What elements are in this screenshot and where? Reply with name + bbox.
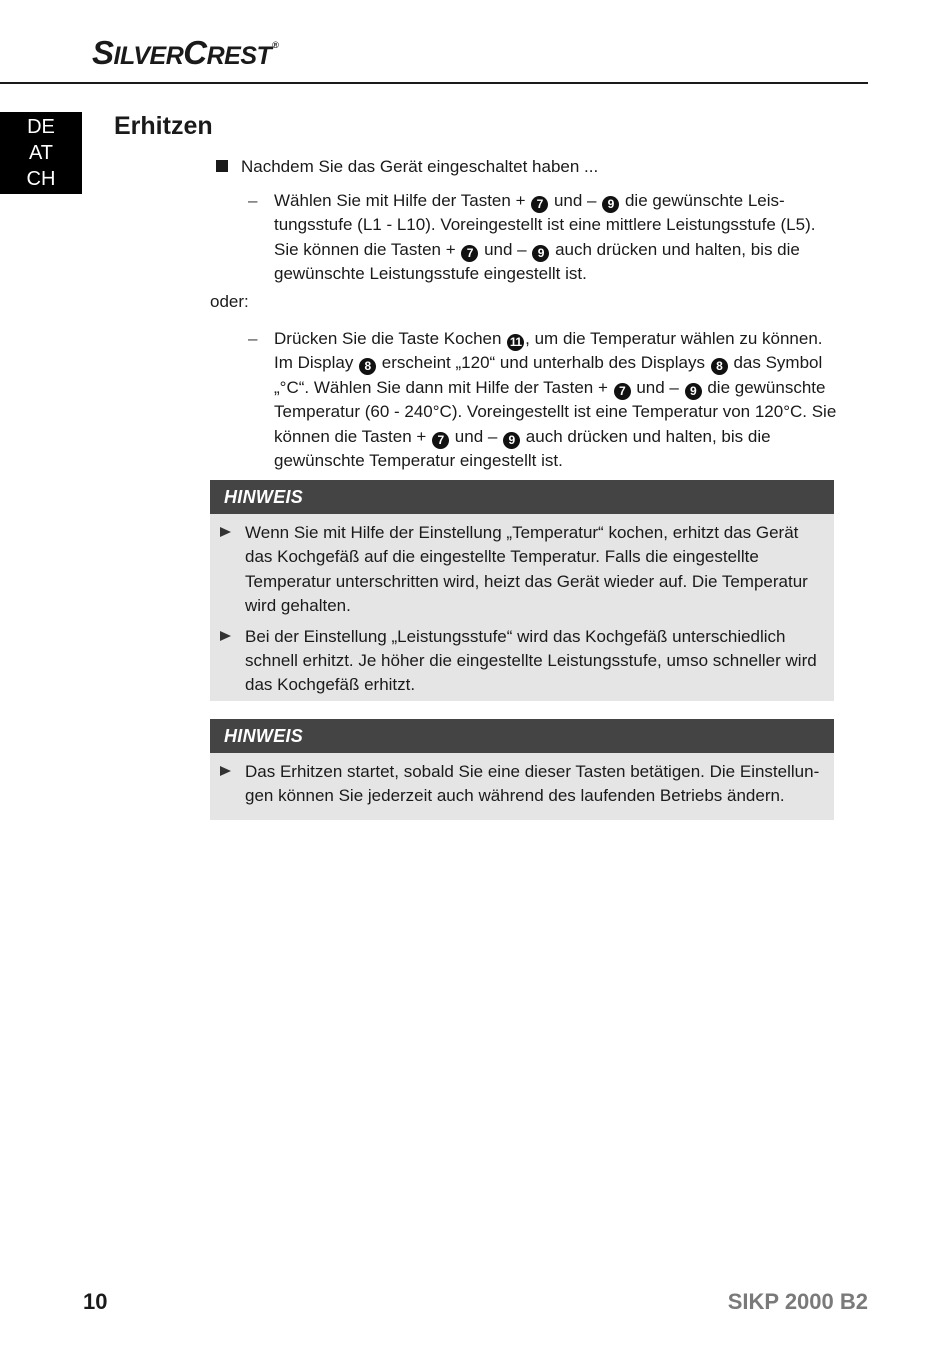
key-number-badge: 11 bbox=[507, 334, 524, 351]
key-number-badge: 7 bbox=[432, 432, 449, 449]
logo-text-rest: REST bbox=[206, 42, 272, 70]
lang-de: DE bbox=[27, 116, 55, 138]
note-item-text: Das Erhitzen startet, sobald Sie eine dieser Tasten betätigen. Die Einstellun-gen können Sie jederzeit auch während des laufenden Betriebs ändern. bbox=[245, 762, 820, 806]
logo-letter-s: S bbox=[92, 34, 114, 71]
note-title: HINWEIS bbox=[210, 480, 834, 514]
key-number-badge: 9 bbox=[685, 383, 702, 400]
text-run: Wählen Sie mit Hilfe der Tasten + bbox=[274, 191, 531, 210]
dash-bullet: – bbox=[248, 329, 258, 348]
key-number-badge: 9 bbox=[503, 432, 520, 449]
intro-line bbox=[216, 155, 598, 179]
key-number-badge: 8 bbox=[711, 358, 728, 375]
language-tab bbox=[0, 112, 82, 194]
step-power-level bbox=[248, 189, 838, 287]
square-bullet-icon bbox=[216, 160, 228, 172]
key-number-badge: 7 bbox=[614, 383, 631, 400]
key-number-badge: 8 bbox=[359, 358, 376, 375]
text-run: das Symbol „°C“. Wählen Sie dann mit Hilfe der Tasten + bbox=[274, 353, 823, 397]
key-number-badge: 9 bbox=[532, 245, 549, 262]
note-box-1 bbox=[210, 480, 834, 701]
note-item bbox=[220, 521, 822, 619]
note-item-text: Bei der Einstellung „Leistungsstufe“ wird das Kochgefäß unterschiedlich schnell erhitzt. Je höher die eingestellte Leistungsstufe, umso schneller wird das Kochgefäß erhitzt. bbox=[245, 626, 817, 695]
arrow-bullet-icon bbox=[220, 766, 231, 776]
step-power-level-text bbox=[274, 189, 838, 287]
header-rule bbox=[0, 82, 868, 84]
key-number-badge: 7 bbox=[531, 196, 548, 213]
note-item-text: Wenn Sie mit Hilfe der Einstellung „Temperatur“ kochen, erhitzt das Gerät das Kochgefäß auf die eingestellte Temperatur. Falls die eingestellte Temperatur unterschritten wird, heizt das Gerät wieder auf. Die Temperatur wird gehalten. bbox=[245, 523, 808, 616]
text-run: und – bbox=[450, 426, 503, 446]
or-label: oder: bbox=[210, 292, 249, 311]
text-run: auch drücken und halten, bis die gewünschte Temperatur eingestellt ist. bbox=[274, 426, 771, 471]
arrow-bullet-icon bbox=[220, 527, 231, 537]
text-run: und – bbox=[549, 191, 602, 210]
section-title: Erhitzen bbox=[114, 112, 213, 140]
step-temperature-text bbox=[274, 327, 838, 473]
note-body bbox=[210, 753, 834, 815]
brand-logo bbox=[92, 34, 278, 72]
note-item bbox=[220, 625, 822, 698]
text-run: die gewünschte Leis-tungsstufe (L1 - L10). Voreingestellt ist eine mittlere Leistungsstufe (L5). Sie können die Tasten + bbox=[274, 191, 816, 259]
key-number-badge: 7 bbox=[461, 245, 478, 262]
text-run: erscheint „120“ und unterhalb des Displays bbox=[377, 353, 710, 373]
logo-text-ilver: ILVER bbox=[113, 42, 184, 70]
text-run: Drücken Sie die Taste Kochen bbox=[274, 329, 507, 348]
key-number-badge: 9 bbox=[602, 196, 619, 213]
note-title: HINWEIS bbox=[210, 719, 834, 753]
text-run: auch drücken und halten, bis die gewünschte Leistungsstufe eingestellt ist. bbox=[274, 239, 800, 284]
note-box-2 bbox=[210, 719, 834, 820]
note-body bbox=[210, 514, 834, 704]
dash-bullet: – bbox=[248, 191, 258, 210]
page-number: 10 bbox=[83, 1289, 108, 1314]
registered-mark: ® bbox=[272, 40, 279, 50]
lang-ch: CH bbox=[26, 168, 56, 190]
text-run: und – bbox=[631, 377, 684, 397]
text-run: die gewünschte Temperatur (60 - 240°C). Voreingestellt ist eine Temperatur von 120°C. Sie können die Tasten + bbox=[274, 377, 837, 446]
text-run: und – bbox=[479, 239, 532, 259]
model-label: SIKP 2000 B2 bbox=[727, 1289, 868, 1314]
step-temperature bbox=[248, 327, 838, 473]
note-item bbox=[220, 760, 822, 809]
text-run: , um die Temperatur wählen zu können. Im Display bbox=[274, 329, 823, 373]
intro-text: Nachdem Sie das Gerät eingeschaltet haben ... bbox=[241, 157, 599, 176]
logo-letter-c: C bbox=[183, 34, 207, 71]
lang-at: AT bbox=[28, 142, 54, 164]
arrow-bullet-icon bbox=[220, 631, 231, 641]
